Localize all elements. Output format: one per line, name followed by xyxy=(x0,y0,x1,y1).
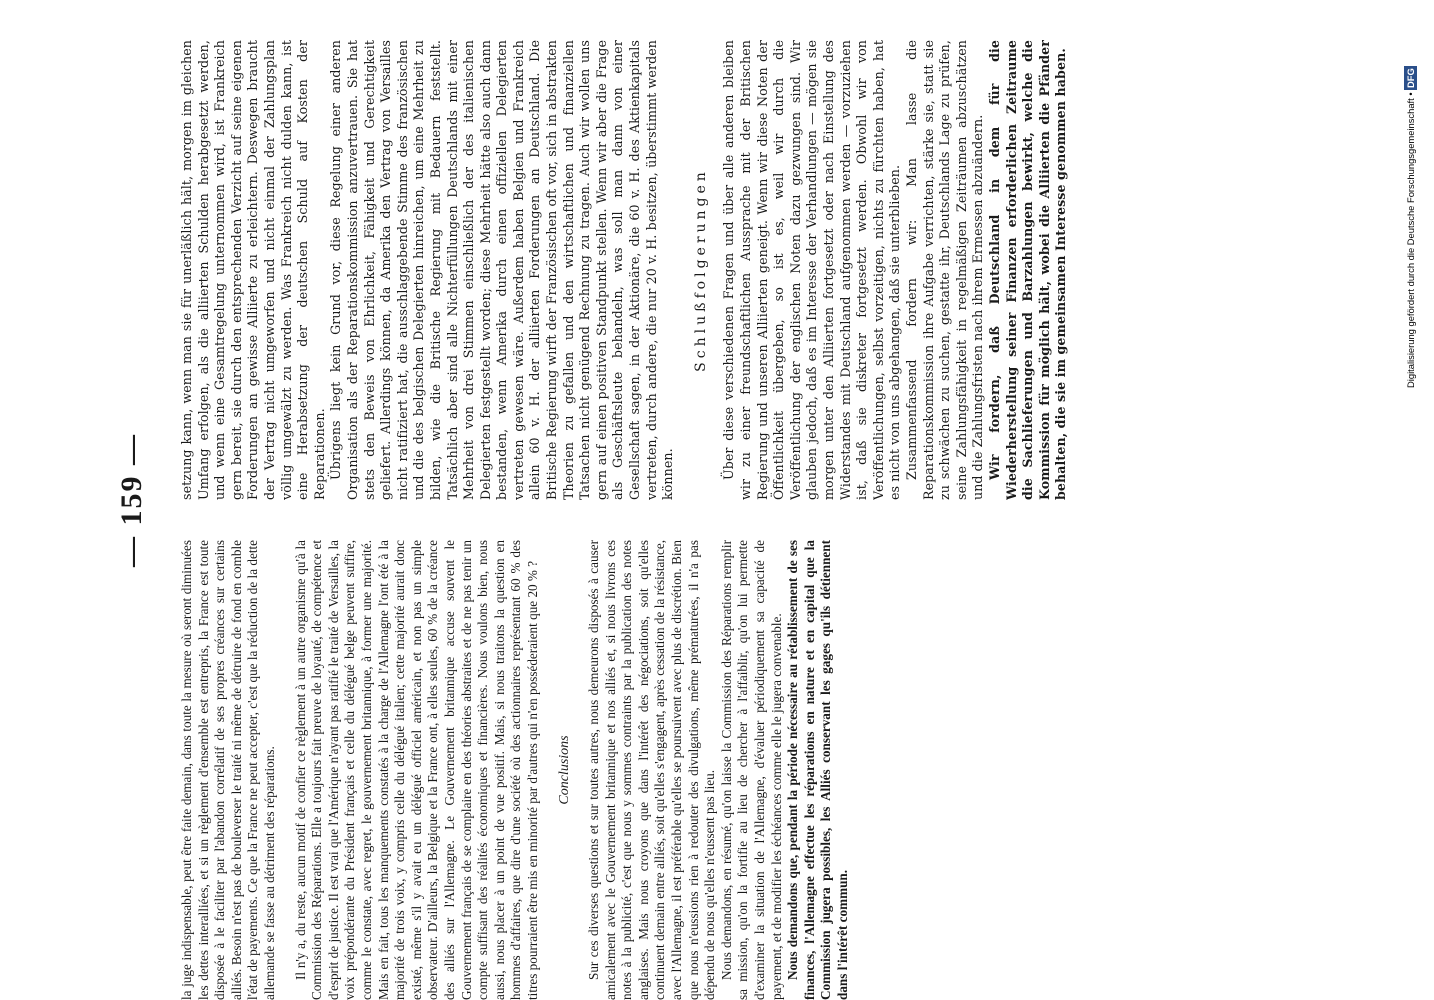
scanned-page xyxy=(107,0,1307,1000)
page-number: — 159 — xyxy=(115,433,148,567)
french-paragraph-3: Sur ces diverses questions et sur toutes autres, nous demeurons disposés à causer amicalement avec le Gouvernement britannique et nos alliés et, si nous livrons ces notes à la publicité, c'est que nous y sommes contraints par la publication des notes anglaises. Mais nous croyons que dans l'intérêt des négociations, soit qu'elles continuent demain entre alliés, soit qu'elles s'engagent, après cessation de la résistance, avec l'Allemagne, il est préférable qu'elles se poursuivent avec plus de discrétion. Bien que nous n'eussions rien à redouter des divulgations, même prématurées, il n'a pas dépendu de nous qu'elles n'eussent pas lieu. xyxy=(586,540,718,1000)
french-conclusions-heading: Conclusions xyxy=(557,735,573,805)
french-paragraph-5: Nous demandons que, pendant la période nécessaire au rétablissement de ses finances, l'Allemagne effectue les réparations en nature et en capital que la Commission jugera possibles, les Alliés conservant les gages qu'ils détiennent dans l'intérêt commun. xyxy=(785,540,850,1000)
german-paragraph-5: Wir fordern, daß Deutschland in dem für die Wiederherstellung seiner Finanzen erforderlichen Zeitraume die Sachlieferungen und Barzahlungen bewirkt, welche die Kommission für möglich hält, wobei die Alliierten die Pfänder behalten, die sie im gemeinsamen Interesse genommen haben. xyxy=(986,40,1069,500)
french-paragraph-4: Nous demandons, en résumé, qu'on laisse la Commission des Réparations remplir sa mission, qu'on la fortifie au lieu de chercher à l'affaiblir, qu'on lui permette d'examiner la situation de l'Allemagne, d'évaluer périodiquement sa capacité de payement, et de modifier les échéances comme elle le jugera convenable. xyxy=(718,540,784,1000)
german-column xyxy=(179,40,1299,500)
french-paragraph-1: la juge indispensable, peut être faite demain, dans toute la mesure où seront diminuées les dettes interalliées, et si un règlement d'ensemble est entrepris, la France est toute disposée à le faciliter par l'abandon corrélatif de ses propres créances sur certains alliés. Besoin n'est pas de bouleverser le traité ni même de détruire de fond en comble l'état de payements. Ce que la France ne peut accepter, c'est que la réduction de la dette allemande se fasse au détriment des réparations. xyxy=(179,540,277,1000)
digitization-credit: Digitalisierung gefördert durch die Deutsche Forschungsgemeinschaft • DFG xyxy=(1405,67,1416,388)
german-paragraph-2: Übrigens liegt kein Grund vor, diese Regelung einer anderen Organisation als der Reparationskommission anzuvertrauen. Sie hat stets den Beweis von Ehrlichkeit, Fähigkeit und Gerechtigkeit geliefert. Allerdings können, da Amerika den Vertrag von Versailles nicht ratifiziert hat, die ausschlaggebende Stimme des französischen und die des belgischen Delegierten hinreichen, um eine Mehrheit zu bilden, wie die Britische Regierung mit Bedauern feststellt. Tatsächlich aber sind alle Nichterfüllungen Deutschlands mit einer Mehrheit von drei Stimmen einschließlich der des italienischen Delegierten festgestellt worden; diese Mehrheit hätte also auch dann bestanden, wenn Amerika durch einen offiziellen Delegierten vertreten gewesen wäre. Außerdem haben Belgien und Frankreich allein 60 v. H. der alliierten Forderungen an Deutschland. Die Britische Regierung wirft der Französischen oft vor, sich in abstrakten Theorien zu gefallen und den wirtschaftlichen und finanziellen Tatsachen nicht genügend Rechnung zu tragen. Auch wir wollen uns gern auf einen positiven Standpunkt stellen. Wenn wir aber die Frage als Geschäftsleute behandeln, was soll man dann von einer Gesellschaft sagen, in der Aktionäre, die 60 v. H. des Aktienkapitals vertreten, durch andere, die nur 20 v. H. besitzen, überstimmt werden können. xyxy=(328,40,676,500)
german-paragraph-1: setzung kann, wenn man sie für unerläßlich hält, morgen im gleichen Umfang erfolgen, als die alliierten Schulden herabgesetzt werden, und wenn eine Gesamtregelung unternommen wird, ist Frankreich gern bereit, sie durch den entsprechenden Verzicht auf seine eigenen Forderungen an gewisse Alliierte zu erleichtern. Deswegen braucht der Vertrag nicht umgeworfen und nicht einmal der Zahlungsplan völlig umgewälzt zu werden. Was Frankreich nicht dulden kann, ist eine Herabsetzung der deutschen Schuld auf Kosten der Reparationen. xyxy=(179,40,327,500)
german-paragraph-4: Zusammenfassend fordern wir: Man lasse die Reparationskommission ihre Aufgabe verrichten, stärke sie, statt sie zu schwächen zu suchen, gestatte ihr, Deutschlands Lage zu prüfen, seine Zahlungsfähigkeit in regelmäßigen Zeiträumen abzuschätzen und die Zahlungsfristen nach ihrem Ermessen abzuändern. xyxy=(903,40,986,500)
french-column xyxy=(179,540,1299,1000)
dfg-logo-badge: DFG xyxy=(1405,67,1416,88)
german-conclusions-heading: Schlußfolgerungen xyxy=(692,168,709,372)
credit-text: Digitalisierung gefördert durch die Deutsche Forschungsgemeinschaft xyxy=(1405,98,1416,388)
german-paragraph-3: Über diese verschiedenen Fragen und über alle anderen bleiben wir zu einer freundschaftlichen Aussprache mit der Britischen Regierung und unseren Alliierten geneigt. Wenn wir diese Noten der Öffentlichkeit übergeben, so ist es, weil wir durch die Veröffentlichung der englischen Noten dazu gezwungen sind. Wir glauben jedoch, daß es im Interesse der Verhandlungen — mögen sie morgen unter den Alliierten fortgesetzt oder nach Einstellung des Widerstandes mit Deutschland aufgenommen werden — vorzuziehen ist, daß sie diskreter fortgesetzt werden. Obwohl wir von Veröffentlichungen, selbst vorzeitigen, nichts zu fürchten haben, hat es nicht von uns abgehangen, daß sie unterblieben. xyxy=(721,40,903,500)
french-paragraph-2: Il n'y a, du reste, aucun motif de confier ce règlement à un autre organisme qu'à la Commission des Réparations. Elle a toujours fait preuve de loyauté, de compétence et d'esprit de justice. Il est vrai que l'Amérique n'ayant pas ratifié le traité de Versailles, la voix prépondérante du Président français et celle du délégué belge peuvent suffire, comme le constate, avec regret, le gouvernement britannique, à former une majorité. Mais en fait, tous les manquements constatés à la charge de l'Allemagne l'ont été à la majorité de trois voix, y compris celle du délégué italien; cette majorité aurait donc existé, même s'il y avait eu un délégué officiel américain, et non pas un simple observateur. D'ailleurs, la Belgique et la France ont, à elles seules, 60 % de la créance des alliés sur l'Allemagne. Le Gouvernement britannique accuse souvent le Gouvernement français de se complaire en des théories abstraites et de ne pas tenir un compte suffisant des réalités économiques et financières. Nous voulons bien, nous aussi, nous placer à un point de vue positif. Mais, si nous traitons la question en hommes d'affaires, que dire d'une société où des actionnaires représentant 60 % des titres pourraient être mis en minorité par d'autres qui n'en posséderaient que 20 % ? xyxy=(292,540,540,1000)
